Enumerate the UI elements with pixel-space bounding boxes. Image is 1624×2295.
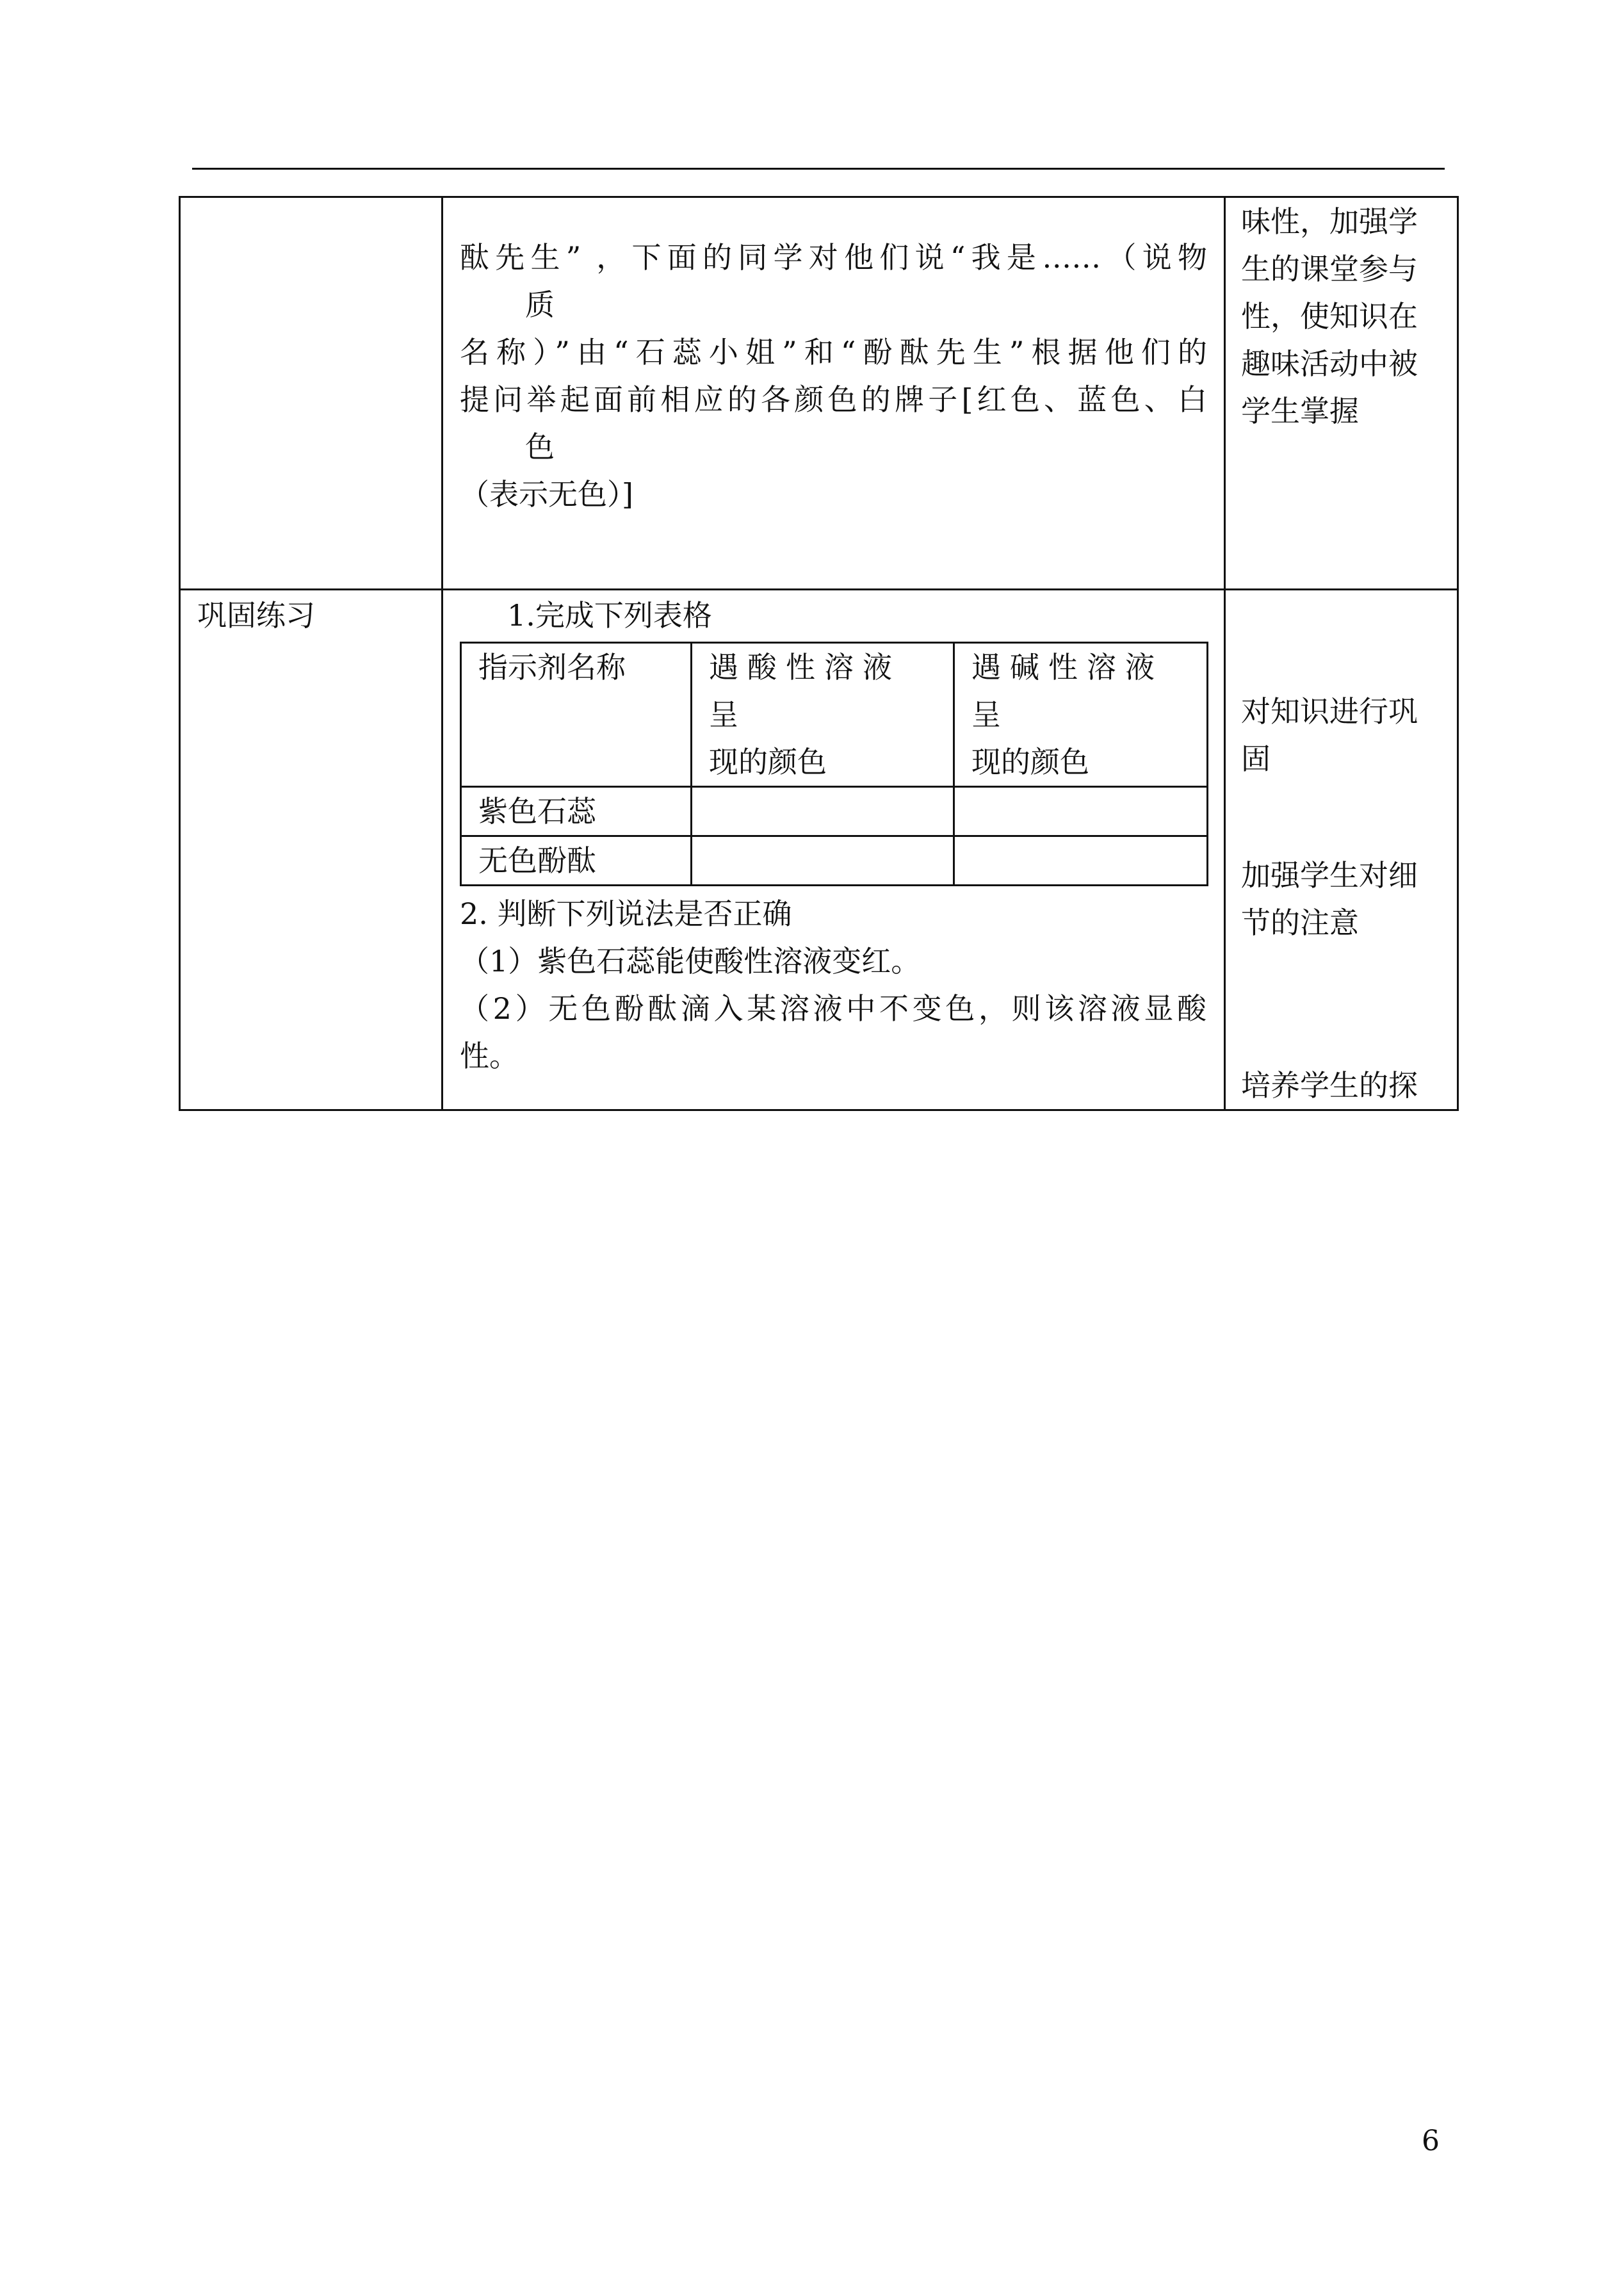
header-cell bbox=[692, 643, 954, 787]
purpose-line: 固 bbox=[1241, 742, 1271, 776]
table-row bbox=[461, 787, 1208, 836]
exercise2-item: 性。 bbox=[460, 1039, 519, 1073]
activity-line: 色 bbox=[525, 430, 555, 464]
purpose-line: 趣味活动中被 bbox=[1241, 346, 1418, 381]
header-cell bbox=[954, 643, 1208, 787]
indicator-table bbox=[460, 642, 1208, 886]
table-row bbox=[180, 590, 1458, 1110]
row1-purpose-cell bbox=[1225, 197, 1458, 590]
header-text: 遇酸性溶液呈 bbox=[709, 650, 901, 732]
row2-activity-cell bbox=[443, 590, 1225, 1110]
exercise1-title: 1.完成下列表格 bbox=[507, 598, 712, 633]
page-number: 6 bbox=[1422, 2125, 1440, 2157]
header-text: 现的颜色 bbox=[971, 745, 1089, 779]
lesson-plan-table bbox=[179, 196, 1459, 1111]
exercise2-title: 2. 判断下列说法是否正确 bbox=[460, 896, 792, 931]
activity-line: 质 bbox=[525, 288, 555, 322]
purpose-line: 学生掌握 bbox=[1241, 394, 1359, 428]
table-row bbox=[461, 836, 1208, 886]
activity-line: 提问举起面前相应的各颜色的牌子[红色、蓝色、白 bbox=[460, 382, 1207, 417]
indicator-table-header bbox=[461, 643, 1208, 787]
activity-line: 名称）”由“石蕊小姐”和“酚酞先生”根据他们的 bbox=[460, 335, 1207, 369]
header-text: 遇碱性溶液呈 bbox=[971, 650, 1164, 732]
header-text: 现的颜色 bbox=[709, 745, 827, 779]
purpose-line: 味性，加强学 bbox=[1241, 204, 1418, 239]
row2-purpose-cell bbox=[1225, 590, 1458, 1110]
stage-label: 巩固练习 bbox=[197, 598, 315, 633]
indicator-name-cell: 无色酚酞 bbox=[461, 836, 692, 886]
acid-color-cell[interactable] bbox=[692, 787, 954, 836]
indicator-name-cell: 紫色石蕊 bbox=[461, 787, 692, 836]
base-color-cell[interactable] bbox=[954, 787, 1208, 836]
row2-stage-cell bbox=[180, 590, 443, 1110]
purpose-line: 培养学生的探 bbox=[1241, 1068, 1418, 1103]
base-color-cell[interactable] bbox=[954, 836, 1208, 886]
exercise2-item: （2）无色酚酞滴入某溶液中不变色，则该溶液显酸 bbox=[460, 991, 1206, 1026]
purpose-line: 生的课堂参与 bbox=[1241, 252, 1418, 286]
exercise2-item: （1）紫色石蕊能使酸性溶液变红。 bbox=[460, 944, 921, 978]
purpose-line: 加强学生对细 bbox=[1241, 858, 1418, 893]
row1-stage-cell bbox=[180, 197, 443, 590]
header-cell bbox=[461, 643, 692, 787]
row1-activity-cell bbox=[443, 197, 1225, 590]
header-text: 指示剂名称 bbox=[478, 650, 626, 685]
purpose-line: 性，使知识在 bbox=[1241, 299, 1418, 334]
table-row bbox=[180, 197, 1458, 590]
header-rule bbox=[192, 168, 1445, 170]
purpose-line: 对知识进行巩 bbox=[1241, 694, 1418, 729]
acid-color-cell[interactable] bbox=[692, 836, 954, 886]
activity-line: 酞先生” ，下面的同学对他们说“我是……（说物 bbox=[460, 240, 1207, 275]
purpose-line: 节的注意 bbox=[1241, 905, 1359, 940]
activity-line: （表示无色）] bbox=[460, 477, 633, 512]
